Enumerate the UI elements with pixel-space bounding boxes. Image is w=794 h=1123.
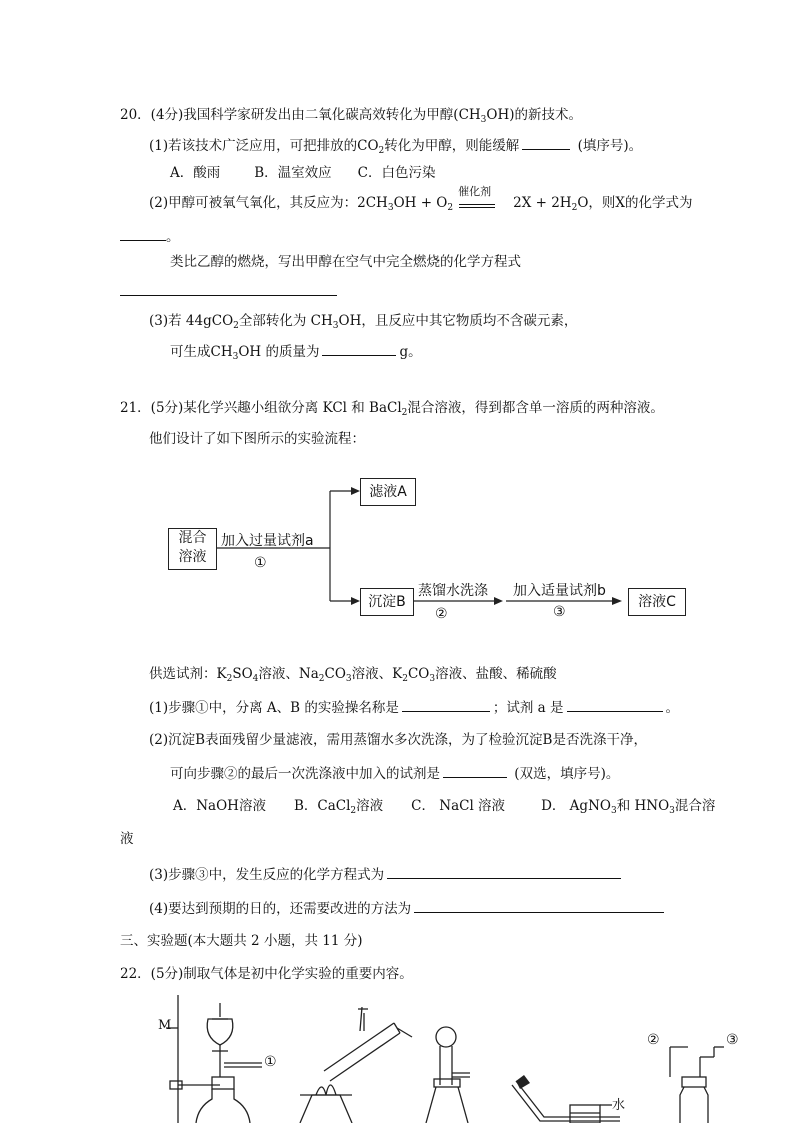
q20-stem: 20．(4分)我国科学家研发出由二氧化碳高效转化为甲醇$(CH_3OH)$的新技术。 (120, 107, 583, 125)
step3-label: 加入适量试剂b (513, 583, 606, 599)
option-a: A．NaOH溶液 (173, 798, 266, 814)
q21-part4: (4)要达到预期的日的，还需要改进的方法为 (149, 898, 667, 918)
option-b: B．温室效应 (254, 165, 332, 181)
q22-stem: 22．(5分)制取气体是初中化学实验的重要内容。 (120, 966, 413, 982)
q21-part2: (2)沉淀B表面残留少量滤液，需用蒸馏水多次洗涤，为了检验沉淀B是否洗涤干净， (149, 732, 647, 748)
answer-blank[interactable] (402, 697, 490, 712)
q20-part2: (2)甲醇可被氧气氧化，其反应为：$2CH_3OH + O_2$ 催化剂 $2X + 2H_2O$，则X的化学式为 (149, 184, 693, 213)
answer-blank[interactable] (443, 763, 507, 778)
answer-blank[interactable] (387, 864, 621, 879)
q21-part3: (3)步骤③中，发生反应的化学方程式为 (149, 864, 624, 884)
answer-blank[interactable] (414, 898, 664, 913)
catalyst-arrow: 催化剂 (459, 197, 499, 211)
label-circle-1: ① (264, 1054, 277, 1070)
q20-analogy: 类比乙醇的燃烧，写出甲醇在空气中完全燃烧的化学方程式 (170, 254, 521, 270)
apparatus-drawings (0, 995, 794, 1123)
option-a: A．酸雨 (170, 165, 221, 181)
box-precipitate-b: 沉淀B (360, 588, 414, 616)
box-solution-c: 溶液C (628, 588, 686, 616)
step3-number: ③ (553, 604, 566, 620)
q21-stem: 21．(5分)某化学兴趣小组欲分离 KCl 和 BaCl$_2$混合溶液，得到都含单一溶质的两种溶液。 (120, 400, 664, 418)
label-circle-3: ③ (726, 1032, 739, 1048)
step1-number: ① (254, 555, 267, 571)
label-water: 水 (612, 1098, 626, 1113)
step2-label: 蒸馏水洗涤 (418, 583, 488, 599)
box-filtrate-a: 滤液A (360, 478, 416, 506)
box-mixed-solution: 混合 溶液 (168, 528, 217, 570)
q21-part1: (1)步骤①中，分离 A、B 的实验操名称是 ；试剂 a 是 。 (149, 697, 679, 717)
q20-part2-answer: 。 (120, 226, 180, 246)
q21-part2-b: 可向步骤②的最后一次洗涤液中加入的试剂是 (双选，填序号)。 (170, 763, 619, 783)
label-circle-2: ② (647, 1032, 660, 1048)
step2-number: ② (435, 606, 448, 622)
q21-options (173, 797, 715, 815)
answer-blank[interactable] (567, 697, 663, 712)
option-c: C．白色污染 (357, 165, 436, 181)
q20-part3: (3)若 44gCO$_2$全部转化为 $CH_3OH$，且反应中其它物质均不含碳元素， (149, 313, 578, 331)
step1-label: 加入过量试剂a (221, 533, 314, 549)
q21-stem2: 他们设计了如下图所示的实验流程： (149, 431, 365, 447)
q21-option-d-wrap: 液 (120, 831, 134, 847)
option-b: B．CaCl$_2$溶液 (293, 798, 384, 816)
q20-part1: (1)若该技术广泛应用，可把排放的$CO_2$转化为甲醇，则能缓解 (填序号)。 (149, 135, 642, 155)
option-c: C． NaCl 溶液 (411, 798, 506, 814)
q21-reagents: 供选试剂：$K_2SO_4$溶液、$Na_2CO_3$溶液、$K_2CO_3$溶液、盐酸、稀硫酸 (149, 666, 557, 684)
section3-heading: 三、实验题(本大题共 2 小题，共 11 分) (120, 933, 363, 949)
q20-part3-b: 可生成$CH_3OH$ 的质量为 g。 (170, 341, 422, 361)
option-d: D． AgNO$_3$和 $HNO_3$混合溶 (541, 798, 716, 816)
label-m: M (158, 1018, 172, 1033)
